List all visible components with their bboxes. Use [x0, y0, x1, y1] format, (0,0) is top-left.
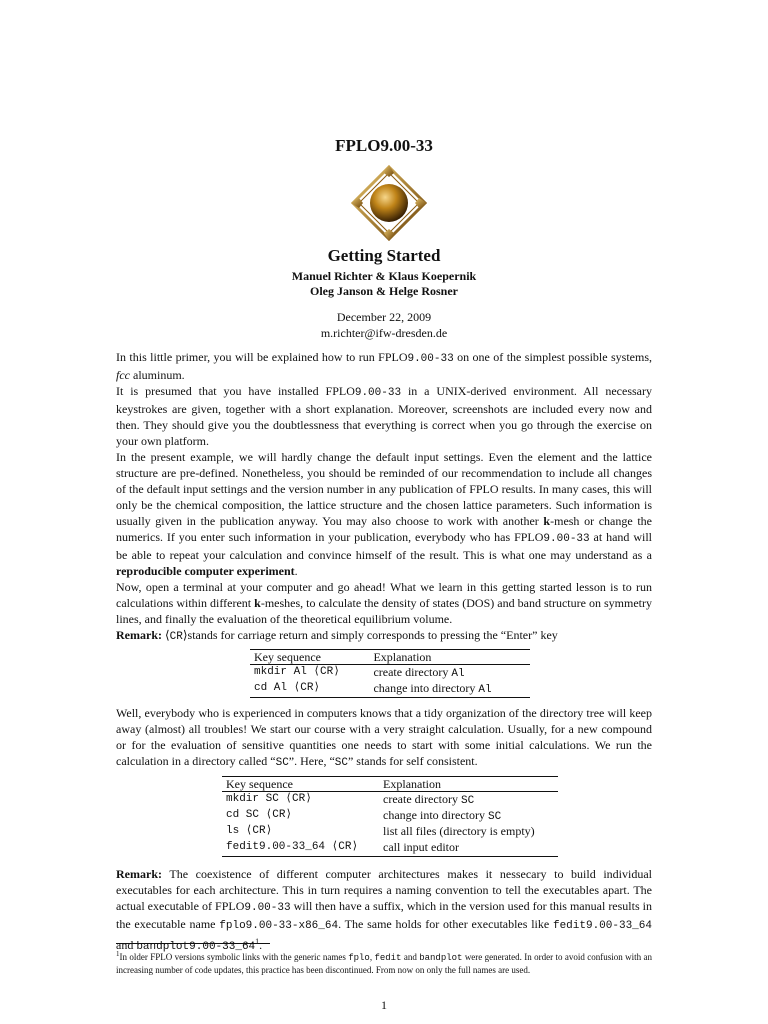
authors-line-2: Oleg Janson & Helge Rosner [310, 284, 458, 298]
key-cell: mkdir SC ⟨CR⟩ [226, 793, 312, 805]
intro-section [116, 349, 652, 645]
table-row [222, 808, 558, 824]
page-number: 1 [381, 998, 387, 1012]
table-row [222, 824, 558, 840]
table-row [250, 681, 530, 698]
document-subtitle: Getting Started [327, 246, 441, 265]
footnote: $^1$In older FPLO versions symbolic links with the generic names fplo, fedit and bandplot were generated. In order to avoid confusion with an increasing number of code updates, this practice has been discontinued. From now on only the full names are used. [116, 950, 652, 975]
table-header-row [222, 777, 558, 792]
contact-email[interactable]: m.richter@ifw-dresden.de [320, 326, 448, 340]
paragraph-intro: In this little primer, you will be explained how to run FPLO9.00-33 on one of the simplest possible systems, fcc aluminum. [116, 350, 652, 382]
explanation-cell: list all files (directory is empty) [383, 824, 535, 838]
table-row [222, 792, 558, 809]
paragraph-goals: Now, open a terminal at your computer and go ahead! What we learn in this getting started lesson is to run calculations within different k-meshes, to calculate the density of states (DOS) and band structure on symmetry lines, and finally the evaluation of the theoretical equilibrium volume. [116, 580, 652, 626]
table-header-row [250, 650, 530, 665]
key-table-2 [222, 776, 558, 857]
authors-line-1: Manuel Richter & Klaus Koepernik [291, 269, 477, 283]
remark-executables: Remark: The coexistence of different computer architectures makes it nessecary to build individual executables for each architecture. This in turn requires a naming convention to tell the executables apart. The actual executable of FPLO9.00-33 will then have a suffix, which in the version used for this manual results in the executable name fplo9.00-33-x86_64. The same holds for other executables like fedit9.00-33_64 and $bandplot9.00-33\_64^1$. [116, 867, 653, 953]
paragraph-prerequisites: It is presumed that you have installed FPLO9.00-33 in a UNIX-derived environment. All necessary keystrokes are given, together with a short explanation. Moreover, screenshots are included every now and then. They should give you the doubtlessness that everything is correct when you go through the exercise on your own platform. [116, 384, 652, 448]
key-cell: mkdir Al ⟨CR⟩ [254, 666, 340, 678]
explanation-cell: create directory Al [373, 665, 465, 680]
key-cell: cd SC ⟨CR⟩ [226, 809, 293, 821]
closing-section [116, 866, 652, 955]
key-table-1 [250, 649, 530, 698]
document-date: December 22, 2009 [336, 310, 432, 324]
column-header-explanation: Explanation [383, 777, 442, 791]
document-meta [0, 309, 768, 341]
authors [0, 269, 768, 299]
column-header-key: Key sequence [254, 650, 321, 664]
explanation-cell: change into directory SC [383, 808, 502, 823]
fplo-logo-icon [351, 165, 427, 241]
table-row [222, 840, 558, 857]
table-row [250, 665, 530, 682]
footnote-mark: 1 [116, 950, 120, 958]
key-cell: cd Al ⟨CR⟩ [254, 682, 321, 694]
key-cell: ls ⟨CR⟩ [226, 825, 273, 837]
remark-carriage-return: Remark: ⟨CR⟩stands for carriage return and simply corresponds to pressing the “Enter” key [116, 628, 558, 643]
middle-section [116, 705, 652, 771]
paragraph-directory: Well, everybody who is experienced in computers knows that a tidy organization of the directory tree will keep away (almost) all troubles! We start our course with a very straight calculation. Usually, for a new compound or for the evaluation of sensitive quantities one needs to start with some initial calculations. We run the calculation in a directory called “SC”. Here, “SC” stands for self consistent. [116, 706, 652, 769]
key-cell: fedit9.00-33_64 ⟨CR⟩ [226, 841, 359, 853]
document-title: FPLO9.00-33 [335, 136, 433, 155]
explanation-cell: call input editor [383, 840, 460, 854]
column-header-explanation: Explanation [373, 650, 432, 664]
explanation-cell: change into directory Al [373, 681, 492, 696]
explanation-cell: create directory SC [383, 792, 475, 807]
footnote-reference[interactable]: 1 [255, 937, 260, 946]
footnote-divider [116, 943, 270, 944]
column-header-key: Key sequence [226, 777, 293, 791]
paragraph-example: In the present example, we will hardly change the default input settings. Even the element and the lattice structure are pre-defined. Nonetheless, you should be reminded of our recommendation to include all changes of the default input settings and the version number in any publication of FPLO results. In many cases, this will only be the chemical composition, the lattice structure and the chosen lattice parameters. Such information is usually given in the publication anyway. You may also choose to work with another k-mesh or change the numerics. If you enter such information in your publication, everybody who has FPLO9.00-33 at hand will be able to repeat your calculation and convince himself of the result. This is what one may understand as a reproducible computer experiment. [116, 450, 653, 578]
